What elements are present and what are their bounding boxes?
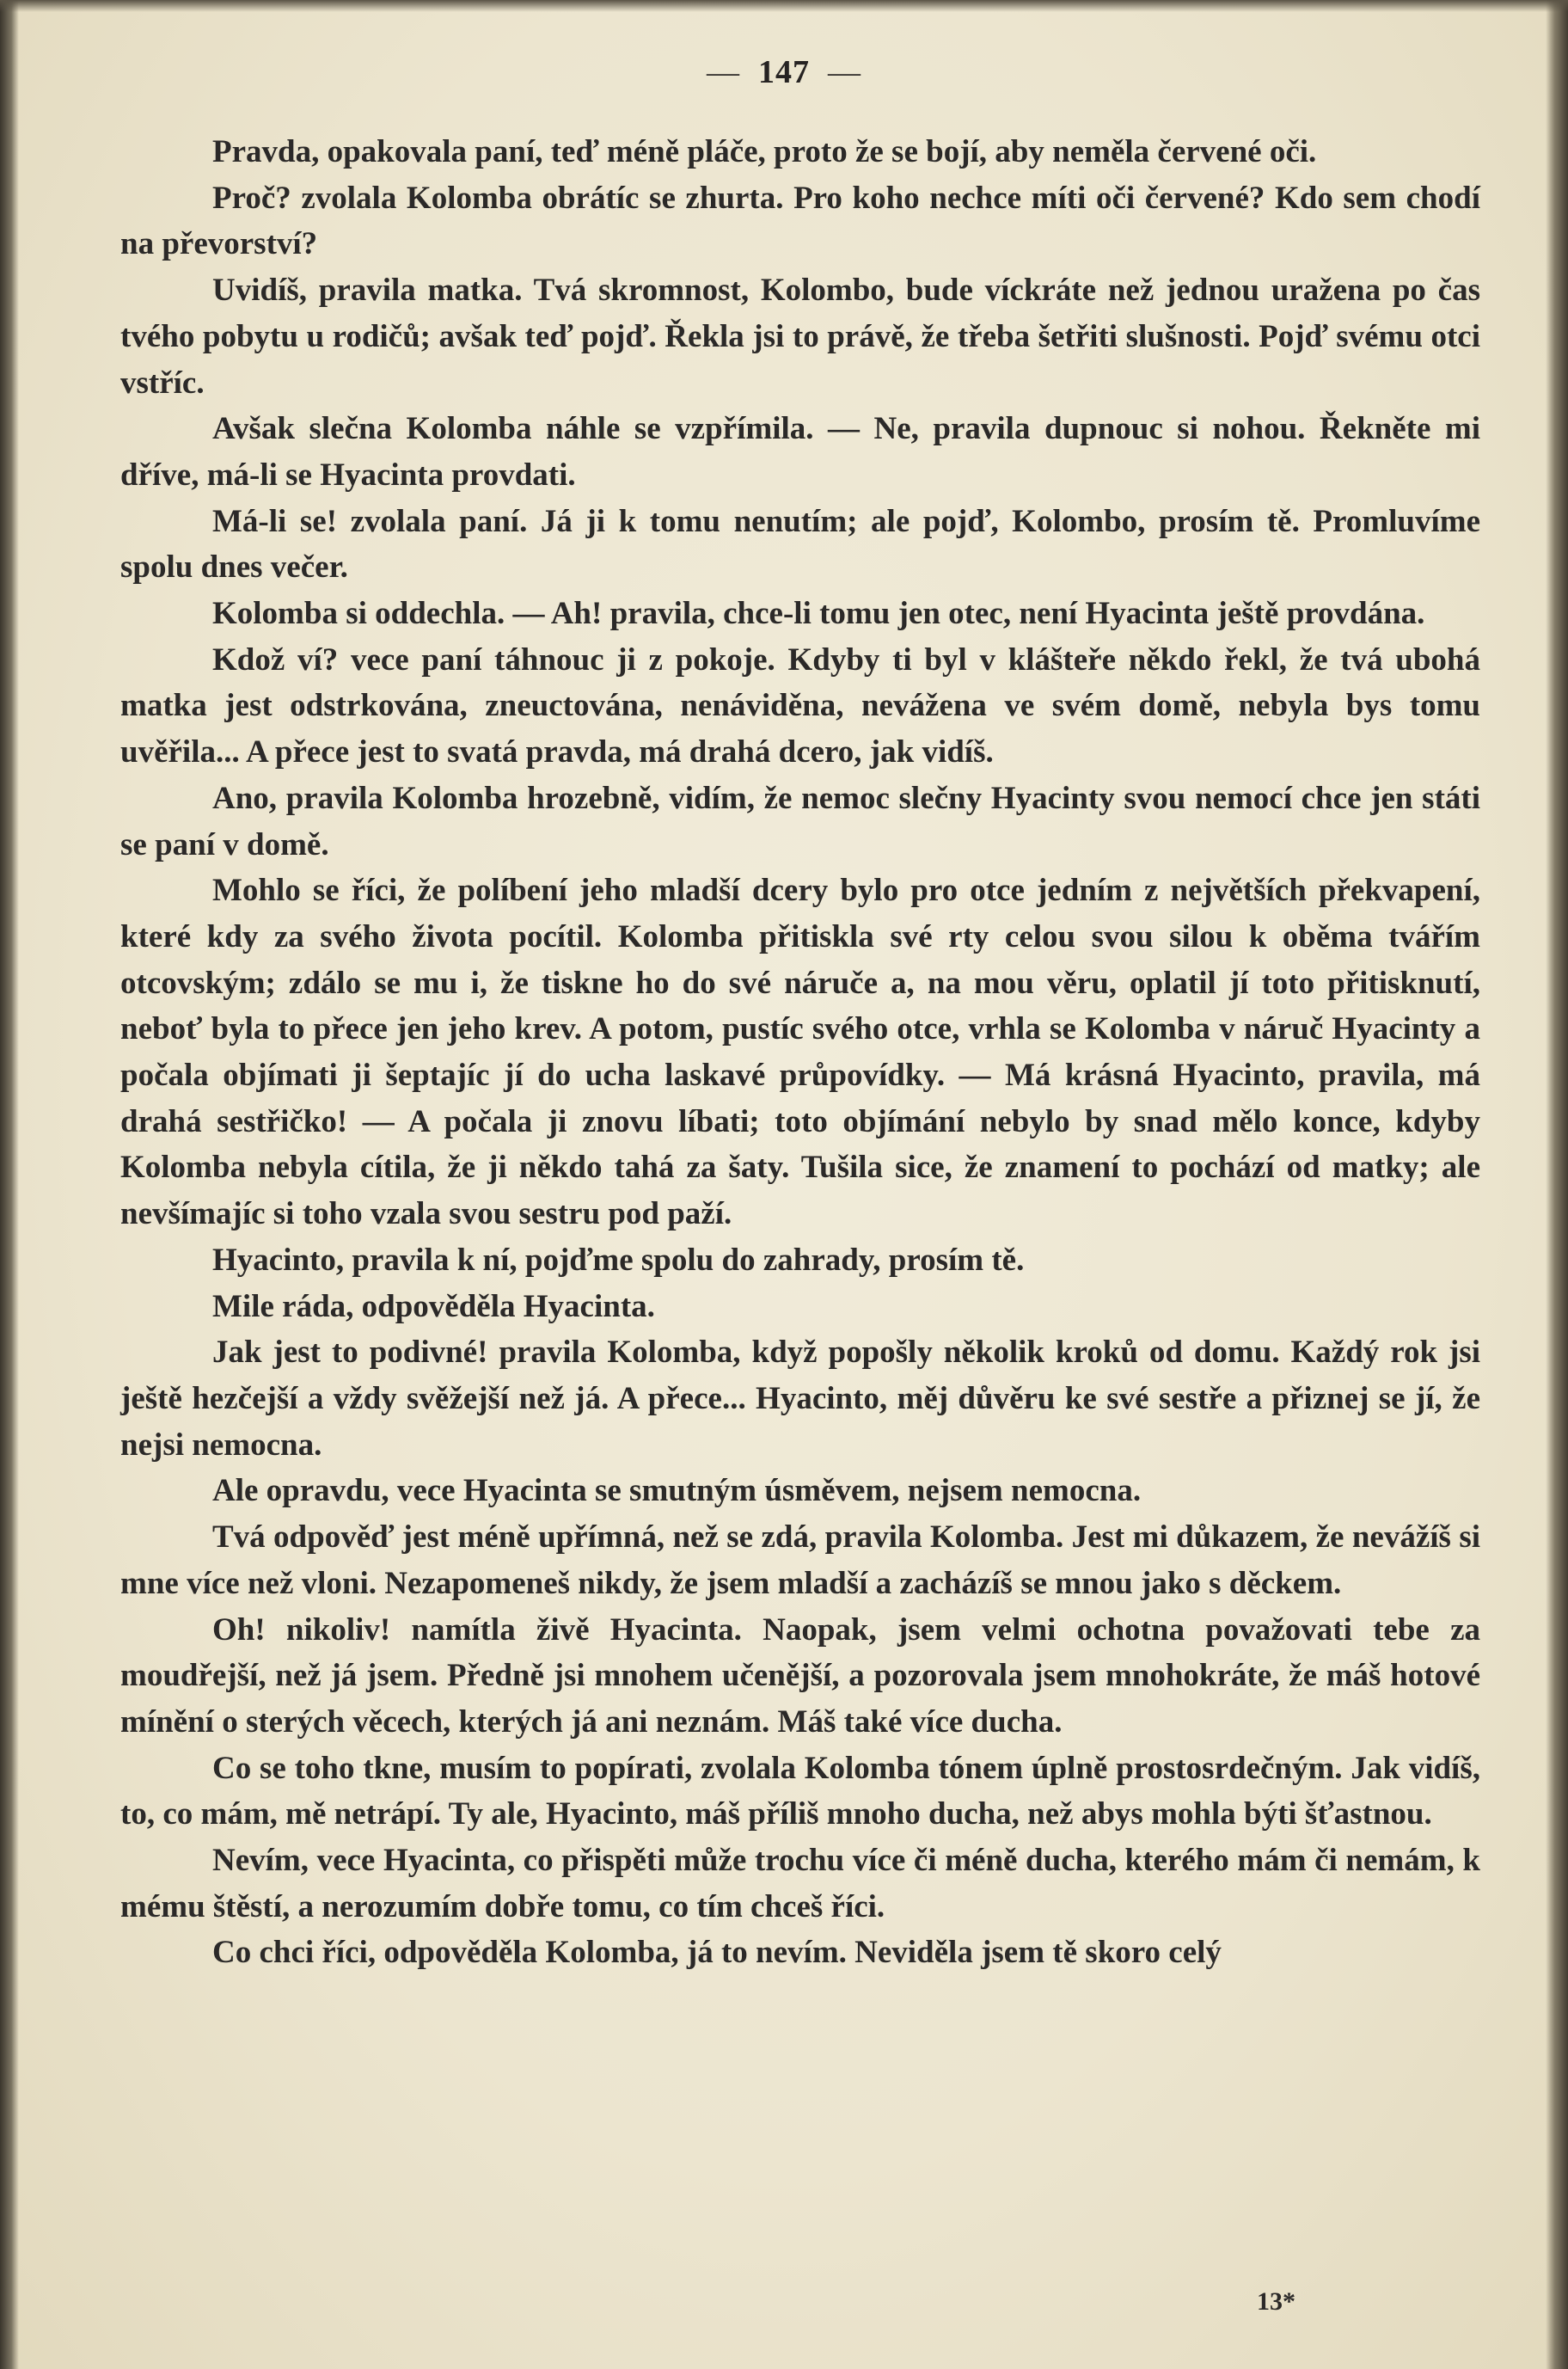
page-header bbox=[0, 53, 1568, 91]
page-number: 147 bbox=[758, 54, 810, 90]
paragraph: Co se toho tkne, musím to popírati, zvolala Kolomba tónem úplně prostosrdečným. Jak vidíš, to, co mám, mě netrápí. Ty ale, Hyacinto, máš příliš mnoho ducha, než abys mohla býti šťastnou. bbox=[120, 1750, 1480, 1832]
header-dash-left: — bbox=[707, 54, 740, 90]
paragraph: Co chci říci, odpověděla Kolomba, já to nevím. Neviděla jsem tě skoro celý bbox=[212, 1935, 1222, 1971]
paragraph: Tvá odpověď jest méně upřímná, než se zdá, pravila Kolomba. Jest mi důkazem, že nevážíš si mne více než vloni. Nezapomeneš nikdy, že jsem mladší a zacházíš se mnou jako s děckem. bbox=[120, 1519, 1480, 1601]
header-dash-right: — bbox=[828, 54, 861, 90]
paragraph: Proč? zvolala Kolomba obrátíc se zhurta. Pro koho nechce míti oči červené? Kdo sem chodí na převorství? bbox=[120, 180, 1480, 262]
paragraph: Ano, pravila Kolomba hrozebně, vidím, že nemoc slečny Hyacinty svou nemocí chce jen státi se paní v domě. bbox=[120, 780, 1480, 862]
paragraph: Avšak slečna Kolomba náhle se vzpřímila. — Ne, pravila dupnouc si nohou. Řekněte mi dříve, má-li se Hyacinta provdati. bbox=[120, 411, 1480, 493]
paragraph: Mile ráda, odpověděla Hyacinta. bbox=[212, 1288, 655, 1324]
page-edge-left bbox=[0, 0, 19, 2369]
body-text bbox=[120, 129, 1480, 1976]
paragraph: Uvidíš, pravila matka. Tvá skromnost, Kolombo, bude víckráte než jednou uražena po čas tvého pobytu u rodičů; avšak teď pojď. Řekla jsi to právě, že třeba šetřiti slušnosti. Pojď svému otci vstříc. bbox=[120, 273, 1480, 401]
page-edge-top bbox=[0, 0, 1568, 12]
page-edge-right bbox=[1546, 0, 1568, 2369]
paragraph: Jak jest to podivné! pravila Kolomba, když popošly několik kroků od domu. Každý rok jsi ještě hezčejší a vždy svěžejší než já. A přece... Hyacinto, měj důvěru ke své sestře a přiznej se jí, že nejsi nemocna. bbox=[120, 1335, 1480, 1463]
paragraph: Ale opravdu, vece Hyacinta se smutným úsměvem, nejsem nemocna. bbox=[212, 1473, 1142, 1509]
signature-mark: 13* bbox=[1257, 2287, 1295, 2316]
paragraph: Oh! nikoliv! namítla živě Hyacinta. Naopak, jsem velmi ochotna považovati tebe za moudřejší, než já jsem. Předně jsi mnohem učenější, a pozorovala jsem mnohokráte, že máš hotové mínění o sterých věcech, kterých já ani neznám. Máš také více ducha. bbox=[120, 1611, 1480, 1740]
paragraph: Má-li se! zvolala paní. Já ji k tomu nenutím; ale pojď, Kolombo, prosím tě. Promluvíme spolu dnes večer. bbox=[120, 503, 1480, 586]
paragraph: Nevím, vece Hyacinta, co přispěti může trochu více či méně ducha, kterého mám či nemám, k mému štěstí, a nerozumím dobře tomu, co tím chceš říci. bbox=[120, 1843, 1480, 1924]
paragraph: Kolomba si oddechla. — Ah! pravila, chce-li tomu jen otec, není Hyacinta ještě provdána. bbox=[212, 596, 1425, 632]
paragraph: Pravda, opakovala paní, teď méně pláče, proto že se bojí, aby neměla červené oči. bbox=[212, 134, 1317, 169]
paragraph: Hyacinto, pravila k ní, pojďme spolu do zahrady, prosím tě. bbox=[212, 1242, 1025, 1278]
paragraph: Kdož ví? vece paní táhnouc ji z pokoje. Kdyby ti byl v klášteře někdo řekl, že tvá ubohá matka jest odstrkována, zneuctována, nenáviděna, nevážena ve svém domě, nebyla bys tomu uvěřila... A přece jest to svatá pravda, má drahá dcero, jak vidíš. bbox=[120, 641, 1480, 770]
paragraph: Mohlo se říci, že políbení jeho mladší dcery bylo pro otce jedním z největších překvapení, které kdy za svého života pocítil. Kolomba přitiskla své rty celou svou silou k oběma tvářím otcovským; zdálo se mu i, že tiskne ho do své náruče a, na mou věru, oplatil jí toto přitisknutí, neboť byla to přece jen jeho krev. A potom, pustíc svého otce, vrhla se Kolomba v náruč Hyacinty a počala objímati ji šeptajíc jí do ucha laskavé průpovídky. — Má krásná Hyacinto, pravila, má drahá sestřičko! — A počala ji znovu líbati; toto objímání nebylo by snad mělo konce, kdyby Kolomba nebyla cítila, že ji někdo tahá za šaty. Tušila sice, že znamení to pochází od matky; ale nevšímajíc si toho vzala svou sestru pod paží. bbox=[120, 873, 1480, 1232]
